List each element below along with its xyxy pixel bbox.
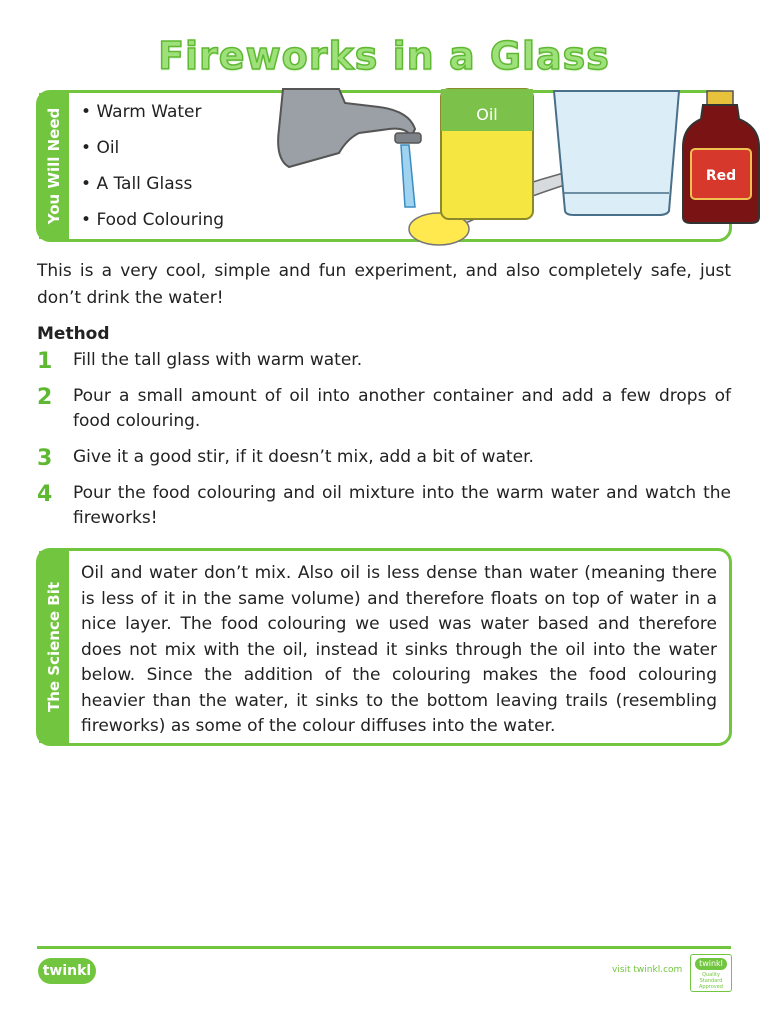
step-number: 1 [37,349,53,374]
badge-title: twinkl [695,958,727,970]
step-text: Fill the tall glass with warm water. [73,350,363,370]
method-heading: Method [37,324,110,344]
list-item [37,445,731,470]
list-item: • A Tall Glass [81,171,224,207]
quality-badge-icon [690,954,732,992]
step-text: Pour a small amount of oil into another container and add a few drops of food colouring. [73,386,731,431]
method-steps [37,348,731,542]
step-number: 2 [37,385,53,410]
page-title: Fireworks in a Glass [158,34,610,78]
food-colouring-label: Red [705,168,737,184]
science-tab [39,551,69,743]
twinkl-logo[interactable]: twinkl [38,958,96,984]
step-number: 3 [37,446,53,471]
science-label: The Science Bit [45,581,63,713]
visit-link[interactable]: visit twinkl.com [612,965,683,975]
materials-illustration [239,89,737,239]
step-text: Pour the food colouring and oil mixture into the warm water and watch the fireworks! [73,483,731,528]
oil-bottle-label: Oil [476,105,498,124]
oil-bottle-icon [441,89,533,219]
list-item: • Oil [81,135,224,171]
step-number: 4 [37,482,53,507]
step-text: Give it a good stir, if it doesn’t mix, add a bit of water. [73,447,534,467]
you-will-need-panel [36,90,737,242]
list-item: • Warm Water [81,99,224,135]
you-will-need-label: You Will Need [45,107,63,225]
footer-divider [37,946,731,949]
science-text: Oil and water don’t mix. Also oil is less dense than water (meaning there is less of it in the same volume) and therefore floats on top of water in a nice layer. The food colouring we used was water based and therefore does not mix with the oil, instead it sinks through the oil into the water below. Since the addition of the colouring makes the food colouring heavier than the water, it sinks to the bottom leaving trails (resembling fireworks) as some of the colour diffuses into the water. [81,563,717,736]
list-item [37,384,731,434]
list-item [37,481,731,531]
materials-list [81,99,224,243]
tap-icon [278,89,421,207]
food-colouring-bottle-icon [683,91,759,223]
you-will-need-tab [39,93,69,239]
list-item [37,348,731,373]
badge-subtext: Quality Standard Approved [699,972,723,990]
intro-text: This is a very cool, simple and fun experiment, and also completely safe, just don’t drink the water! [37,261,731,308]
list-item: • Food Colouring [81,207,224,243]
glass-icon [554,91,679,215]
science-panel [36,548,732,746]
